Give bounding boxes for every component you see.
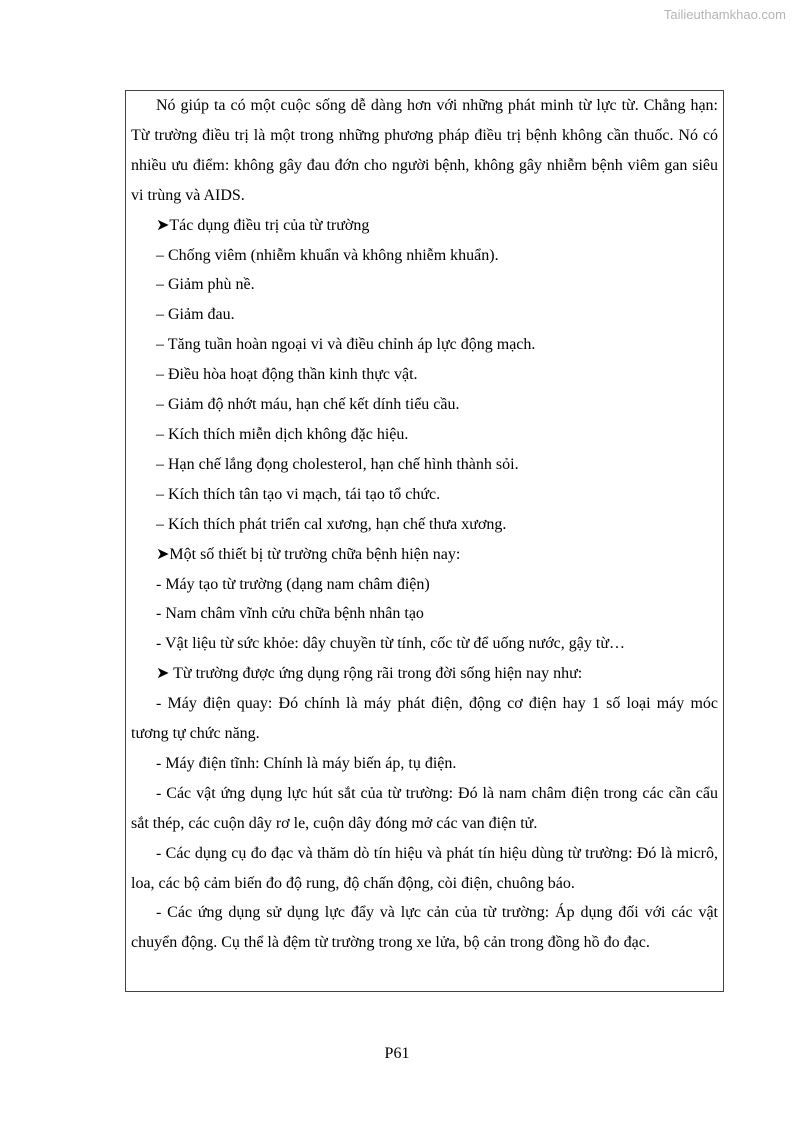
list-item: - Các dụng cụ đo đạc và thăm dò tín hiệu và phát tín hiệu dùng từ trường: Đó là micrô, loa, các bộ cảm biến đo độ rung, độ chấn động, còi điện, chuông báo. xyxy=(131,844,718,892)
section-heading-therapy-effects: ➤Tác dụng điều trị của từ trường xyxy=(156,216,370,234)
list-item: – Kích thích miễn dịch không đặc hiệu. xyxy=(156,425,409,443)
list-item: - Nam châm vĩnh cửu chữa bệnh nhân tạo xyxy=(156,605,424,623)
list-item: – Giảm đau. xyxy=(156,306,235,324)
watermark: Tailieuthamkhao.com xyxy=(663,7,786,22)
list-item: – Chống viêm (nhiễm khuẩn và không nhiễm khuẩn). xyxy=(156,246,499,264)
list-item: - Máy điện tĩnh: Chính là máy biến áp, tụ điện. xyxy=(156,754,457,772)
list-item: – Hạn chế lắng đọng cholesterol, hạn chế hình thành sỏi. xyxy=(156,455,519,473)
list-item: - Các vật ứng dụng lực hút sắt của từ trường: Đó là nam châm điện trong các cần cẩu sắt thép, các cuộn dây rơ le, cuộn dây đóng mở các van điện tử. xyxy=(131,784,718,832)
section-heading-devices: ➤Một số thiết bị từ trường chữa bệnh hiện nay: xyxy=(156,545,461,563)
list-item: - Vật liệu từ sức khỏe: dây chuyền từ tính, cốc từ để uống nước, gậy từ… xyxy=(156,635,625,653)
list-item: – Giảm phù nề. xyxy=(156,276,255,294)
list-item: – Kích thích tân tạo vi mạch, tái tạo tổ chức. xyxy=(156,485,441,503)
list-item: – Điều hòa hoạt động thần kinh thực vật. xyxy=(156,366,418,384)
list-item: – Tăng tuần hoàn ngoại vi và điều chỉnh áp lực động mạch. xyxy=(156,336,536,354)
section-heading-applications: ➤ Từ trường được ứng dụng rộng rãi trong đời sống hiện nay như: xyxy=(156,665,583,683)
intro-paragraph: Nó giúp ta có một cuộc sống dễ dàng hơn với những phát minh từ lực từ. Chẳng hạn: Từ trường điều trị là một trong những phương pháp điều trị bệnh không cần thuốc. Nó có nhiều ưu điểm: không gây đau đớn cho người bệnh, không gây nhiễm bệnh viêm gan siêu vi trùng và AIDS. xyxy=(131,97,718,204)
document-body xyxy=(131,91,718,958)
list-item: - Các ứng dụng sử dụng lực đẩy và lực cản của từ trường: Áp dụng đối với các vật chuyển động. Cụ thể là đệm từ trường trong xe lửa, bộ cản trong đồng hồ đo đạc. xyxy=(131,904,718,952)
page-number: P61 xyxy=(384,1045,410,1062)
list-item: - Máy tạo từ trường (dạng nam châm điện) xyxy=(156,575,430,593)
list-item: – Giảm độ nhớt máu, hạn chế kết dính tiểu cầu. xyxy=(156,396,460,414)
list-item: – Kích thích phát triển cal xương, hạn chế thưa xương. xyxy=(156,515,507,533)
list-item: - Máy điện quay: Đó chính là máy phát điện, động cơ điện hay 1 số loại máy móc tương tự chức năng. xyxy=(131,695,718,743)
